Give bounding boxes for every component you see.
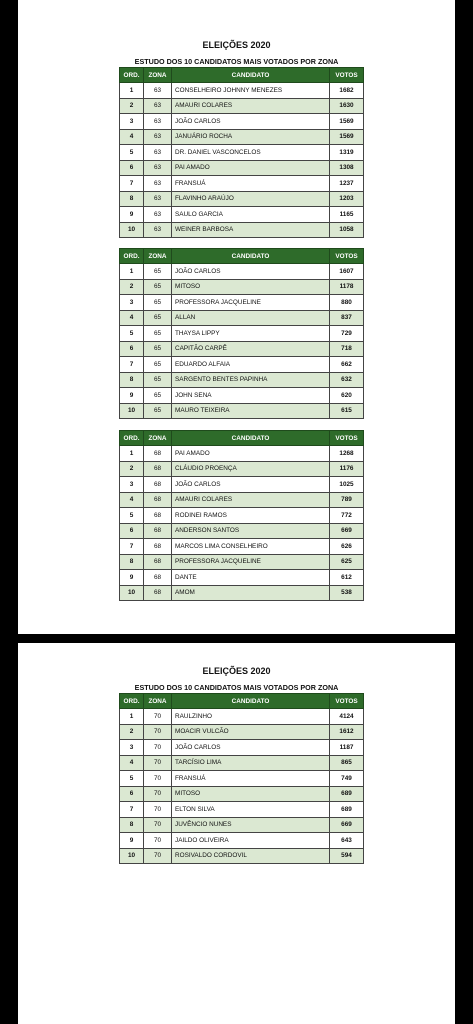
table-row bbox=[120, 740, 364, 756]
table-row bbox=[120, 83, 364, 99]
col-header-candidato: CANDIDATO bbox=[172, 431, 330, 446]
cell-candidato: EDUARDO ALFAIA bbox=[172, 357, 330, 373]
cell-zona: 68 bbox=[144, 446, 172, 462]
page-title: ELEIÇÕES 2020 bbox=[202, 666, 271, 676]
cell-ord: 2 bbox=[120, 279, 144, 295]
table-header-row bbox=[120, 68, 364, 83]
table-row bbox=[120, 570, 364, 586]
cell-zona: 68 bbox=[144, 477, 172, 493]
col-header-candidato: CANDIDATO bbox=[172, 68, 330, 83]
cell-ord: 10 bbox=[120, 848, 144, 864]
cell-zona: 70 bbox=[144, 833, 172, 849]
cell-zona: 63 bbox=[144, 222, 172, 238]
cell-zona: 70 bbox=[144, 709, 172, 725]
col-header-votos: VOTOS bbox=[330, 68, 364, 83]
cell-ord: 4 bbox=[120, 492, 144, 508]
table-row bbox=[120, 176, 364, 192]
cell-votos: 1203 bbox=[330, 191, 364, 207]
cell-zona: 68 bbox=[144, 539, 172, 555]
cell-ord: 10 bbox=[120, 222, 144, 238]
cell-ord: 8 bbox=[120, 817, 144, 833]
cell-candidato: JOÃO CARLOS bbox=[172, 264, 330, 280]
col-header-zona: ZONA bbox=[144, 694, 172, 709]
table-row bbox=[120, 539, 364, 555]
cell-zona: 70 bbox=[144, 817, 172, 833]
cell-candidato: ROSIVALDO CORDOVIL bbox=[172, 848, 330, 864]
cell-zona: 65 bbox=[144, 310, 172, 326]
cell-zona: 65 bbox=[144, 372, 172, 388]
cell-zona: 63 bbox=[144, 207, 172, 223]
page-subtitle: ESTUDO DOS 10 CANDIDATOS MAIS VOTADOS POR ZONA bbox=[134, 57, 339, 66]
cell-candidato: MITOSO bbox=[172, 786, 330, 802]
cell-candidato: RAULZINHO bbox=[172, 709, 330, 725]
table-row bbox=[120, 523, 364, 539]
cell-ord: 2 bbox=[120, 461, 144, 477]
cell-zona: 63 bbox=[144, 145, 172, 161]
cell-ord: 9 bbox=[120, 570, 144, 586]
cell-zona: 63 bbox=[144, 114, 172, 130]
cell-votos: 689 bbox=[330, 802, 364, 818]
cell-votos: 669 bbox=[330, 817, 364, 833]
cell-candidato: PAI AMADO bbox=[172, 446, 330, 462]
col-header-candidato: CANDIDATO bbox=[172, 249, 330, 264]
table-row bbox=[120, 191, 364, 207]
table-header-row bbox=[120, 694, 364, 709]
cell-votos: 626 bbox=[330, 539, 364, 555]
cell-candidato: ALLAN bbox=[172, 310, 330, 326]
cell-ord: 1 bbox=[120, 264, 144, 280]
table-row bbox=[120, 709, 364, 725]
table-row bbox=[120, 222, 364, 238]
table-row bbox=[120, 207, 364, 223]
cell-candidato: JANUÁRIO ROCHA bbox=[172, 129, 330, 145]
cell-candidato: JOÃO CARLOS bbox=[172, 477, 330, 493]
table-row bbox=[120, 554, 364, 570]
cell-votos: 632 bbox=[330, 372, 364, 388]
document-page-1 bbox=[18, 0, 455, 634]
cell-candidato: FRANSUÁ bbox=[172, 176, 330, 192]
cell-zona: 65 bbox=[144, 279, 172, 295]
results-table-zona-65 bbox=[119, 248, 364, 419]
cell-votos: 689 bbox=[330, 786, 364, 802]
table-row bbox=[120, 755, 364, 771]
cell-votos: 612 bbox=[330, 570, 364, 586]
cell-ord: 2 bbox=[120, 724, 144, 740]
table-row bbox=[120, 508, 364, 524]
table-row bbox=[120, 145, 364, 161]
cell-ord: 5 bbox=[120, 508, 144, 524]
cell-votos: 4124 bbox=[330, 709, 364, 725]
table-row bbox=[120, 310, 364, 326]
cell-votos: 669 bbox=[330, 523, 364, 539]
table-row bbox=[120, 98, 364, 114]
cell-votos: 789 bbox=[330, 492, 364, 508]
cell-ord: 9 bbox=[120, 833, 144, 849]
cell-votos: 615 bbox=[330, 403, 364, 419]
cell-ord: 7 bbox=[120, 357, 144, 373]
table-row bbox=[120, 477, 364, 493]
cell-votos: 1165 bbox=[330, 207, 364, 223]
cell-zona: 68 bbox=[144, 554, 172, 570]
cell-zona: 65 bbox=[144, 326, 172, 342]
cell-candidato: JOÃO CARLOS bbox=[172, 114, 330, 130]
table-row bbox=[120, 129, 364, 145]
cell-ord: 1 bbox=[120, 709, 144, 725]
cell-votos: 620 bbox=[330, 388, 364, 404]
cell-zona: 70 bbox=[144, 771, 172, 787]
col-header-ord: ORD. bbox=[120, 694, 144, 709]
cell-zona: 63 bbox=[144, 129, 172, 145]
cell-votos: 1612 bbox=[330, 724, 364, 740]
cell-candidato: WEINER BARBOSA bbox=[172, 222, 330, 238]
cell-votos: 880 bbox=[330, 295, 364, 311]
table-row bbox=[120, 446, 364, 462]
cell-zona: 68 bbox=[144, 508, 172, 524]
cell-ord: 3 bbox=[120, 114, 144, 130]
cell-zona: 68 bbox=[144, 492, 172, 508]
cell-votos: 837 bbox=[330, 310, 364, 326]
cell-ord: 4 bbox=[120, 755, 144, 771]
col-header-ord: ORD. bbox=[120, 431, 144, 446]
cell-votos: 772 bbox=[330, 508, 364, 524]
cell-ord: 2 bbox=[120, 98, 144, 114]
cell-votos: 1569 bbox=[330, 129, 364, 145]
document-page-2 bbox=[18, 643, 455, 1024]
cell-ord: 5 bbox=[120, 771, 144, 787]
cell-zona: 65 bbox=[144, 403, 172, 419]
cell-ord: 6 bbox=[120, 341, 144, 357]
cell-votos: 1682 bbox=[330, 83, 364, 99]
cell-candidato: CONSELHEIRO JOHNNY MENEZES bbox=[172, 83, 330, 99]
cell-ord: 6 bbox=[120, 160, 144, 176]
table-row bbox=[120, 357, 364, 373]
cell-zona: 63 bbox=[144, 160, 172, 176]
col-header-votos: VOTOS bbox=[330, 249, 364, 264]
results-table-zona-70 bbox=[119, 693, 364, 864]
cell-zona: 68 bbox=[144, 570, 172, 586]
cell-candidato: AMAURI COLARES bbox=[172, 98, 330, 114]
cell-ord: 4 bbox=[120, 310, 144, 326]
cell-zona: 70 bbox=[144, 786, 172, 802]
page-title: ELEIÇÕES 2020 bbox=[202, 40, 271, 50]
cell-candidato: PROFESSORA JACQUELINE bbox=[172, 554, 330, 570]
cell-candidato: TARCÍSIO LIMA bbox=[172, 755, 330, 771]
table-row bbox=[120, 295, 364, 311]
cell-candidato: PROFESSORA JACQUELINE bbox=[172, 295, 330, 311]
cell-candidato: MOACIR VULCÃO bbox=[172, 724, 330, 740]
table-row bbox=[120, 264, 364, 280]
table-row bbox=[120, 114, 364, 130]
table-row bbox=[120, 372, 364, 388]
cell-votos: 749 bbox=[330, 771, 364, 787]
table-row bbox=[120, 388, 364, 404]
cell-ord: 5 bbox=[120, 326, 144, 342]
cell-votos: 625 bbox=[330, 554, 364, 570]
cell-votos: 865 bbox=[330, 755, 364, 771]
table-row bbox=[120, 786, 364, 802]
cell-ord: 10 bbox=[120, 585, 144, 601]
results-table-zona-63 bbox=[119, 67, 364, 238]
cell-zona: 65 bbox=[144, 357, 172, 373]
table-row bbox=[120, 724, 364, 740]
col-header-zona: ZONA bbox=[144, 249, 172, 264]
table-row bbox=[120, 341, 364, 357]
table-row bbox=[120, 771, 364, 787]
table-row bbox=[120, 160, 364, 176]
table-row bbox=[120, 403, 364, 419]
cell-candidato: MARCOS LIMA CONSELHEIRO bbox=[172, 539, 330, 555]
cell-votos: 662 bbox=[330, 357, 364, 373]
cell-candidato: JAILDO OLIVEIRA bbox=[172, 833, 330, 849]
cell-candidato: AMAURI COLARES bbox=[172, 492, 330, 508]
cell-zona: 70 bbox=[144, 724, 172, 740]
cell-candidato: CAPITÃO CARPÊ bbox=[172, 341, 330, 357]
cell-votos: 594 bbox=[330, 848, 364, 864]
cell-ord: 9 bbox=[120, 207, 144, 223]
cell-zona: 68 bbox=[144, 585, 172, 601]
cell-ord: 7 bbox=[120, 539, 144, 555]
cell-ord: 8 bbox=[120, 372, 144, 388]
cell-zona: 63 bbox=[144, 83, 172, 99]
cell-votos: 718 bbox=[330, 341, 364, 357]
table-header-row bbox=[120, 249, 364, 264]
cell-votos: 643 bbox=[330, 833, 364, 849]
table-row bbox=[120, 279, 364, 295]
table-header-row bbox=[120, 431, 364, 446]
cell-candidato: MAURO TEIXEIRA bbox=[172, 403, 330, 419]
cell-zona: 70 bbox=[144, 740, 172, 756]
cell-votos: 1237 bbox=[330, 176, 364, 192]
table-row bbox=[120, 492, 364, 508]
cell-zona: 70 bbox=[144, 848, 172, 864]
cell-votos: 1319 bbox=[330, 145, 364, 161]
cell-ord: 5 bbox=[120, 145, 144, 161]
cell-ord: 7 bbox=[120, 176, 144, 192]
cell-zona: 68 bbox=[144, 461, 172, 477]
cell-candidato: FLAVINHO ARAÚJO bbox=[172, 191, 330, 207]
cell-zona: 65 bbox=[144, 264, 172, 280]
cell-candidato: JOHN SENA bbox=[172, 388, 330, 404]
cell-votos: 1268 bbox=[330, 446, 364, 462]
cell-ord: 10 bbox=[120, 403, 144, 419]
cell-ord: 3 bbox=[120, 477, 144, 493]
table-row bbox=[120, 585, 364, 601]
cell-ord: 8 bbox=[120, 191, 144, 207]
cell-ord: 3 bbox=[120, 740, 144, 756]
col-header-zona: ZONA bbox=[144, 68, 172, 83]
cell-ord: 6 bbox=[120, 523, 144, 539]
cell-votos: 1058 bbox=[330, 222, 364, 238]
cell-zona: 65 bbox=[144, 295, 172, 311]
table-row bbox=[120, 817, 364, 833]
col-header-ord: ORD. bbox=[120, 249, 144, 264]
cell-ord: 1 bbox=[120, 446, 144, 462]
cell-candidato: JUVÊNCIO NUNES bbox=[172, 817, 330, 833]
cell-zona: 63 bbox=[144, 176, 172, 192]
cell-votos: 1178 bbox=[330, 279, 364, 295]
cell-ord: 8 bbox=[120, 554, 144, 570]
cell-candidato: SAULO GARCIA bbox=[172, 207, 330, 223]
cell-zona: 68 bbox=[144, 523, 172, 539]
cell-candidato: SARGENTO BENTES PAPINHA bbox=[172, 372, 330, 388]
table-row bbox=[120, 802, 364, 818]
cell-zona: 65 bbox=[144, 341, 172, 357]
cell-ord: 9 bbox=[120, 388, 144, 404]
cell-ord: 7 bbox=[120, 802, 144, 818]
col-header-zona: ZONA bbox=[144, 431, 172, 446]
table-row bbox=[120, 326, 364, 342]
cell-votos: 1187 bbox=[330, 740, 364, 756]
page-subtitle: ESTUDO DOS 10 CANDIDATOS MAIS VOTADOS POR ZONA bbox=[134, 683, 339, 692]
cell-candidato: JOÃO CARLOS bbox=[172, 740, 330, 756]
cell-zona: 70 bbox=[144, 755, 172, 771]
cell-candidato: ANDERSON SANTOS bbox=[172, 523, 330, 539]
table-row bbox=[120, 461, 364, 477]
cell-zona: 70 bbox=[144, 802, 172, 818]
cell-candidato: CLÁUDIO PROENÇA bbox=[172, 461, 330, 477]
cell-votos: 538 bbox=[330, 585, 364, 601]
cell-ord: 3 bbox=[120, 295, 144, 311]
col-header-ord: ORD. bbox=[120, 68, 144, 83]
cell-ord: 6 bbox=[120, 786, 144, 802]
cell-votos: 1569 bbox=[330, 114, 364, 130]
cell-candidato: THAYSA LIPPY bbox=[172, 326, 330, 342]
table-row bbox=[120, 848, 364, 864]
cell-votos: 1630 bbox=[330, 98, 364, 114]
cell-ord: 1 bbox=[120, 83, 144, 99]
cell-votos: 729 bbox=[330, 326, 364, 342]
col-header-votos: VOTOS bbox=[330, 431, 364, 446]
cell-candidato: MITOSO bbox=[172, 279, 330, 295]
col-header-votos: VOTOS bbox=[330, 694, 364, 709]
cell-zona: 63 bbox=[144, 191, 172, 207]
cell-votos: 1176 bbox=[330, 461, 364, 477]
cell-votos: 1308 bbox=[330, 160, 364, 176]
table-row bbox=[120, 833, 364, 849]
cell-candidato: ELTON SILVA bbox=[172, 802, 330, 818]
cell-candidato: PAI AMADO bbox=[172, 160, 330, 176]
cell-candidato: DR. DANIEL VASCONCELOS bbox=[172, 145, 330, 161]
cell-ord: 4 bbox=[120, 129, 144, 145]
cell-candidato: AMOM bbox=[172, 585, 330, 601]
results-table-zona-68 bbox=[119, 430, 364, 601]
cell-candidato: FRANSUÁ bbox=[172, 771, 330, 787]
col-header-candidato: CANDIDATO bbox=[172, 694, 330, 709]
cell-zona: 65 bbox=[144, 388, 172, 404]
cell-candidato: RODINEI RAMOS bbox=[172, 508, 330, 524]
cell-votos: 1607 bbox=[330, 264, 364, 280]
cell-zona: 63 bbox=[144, 98, 172, 114]
cell-candidato: DANTE bbox=[172, 570, 330, 586]
cell-votos: 1025 bbox=[330, 477, 364, 493]
